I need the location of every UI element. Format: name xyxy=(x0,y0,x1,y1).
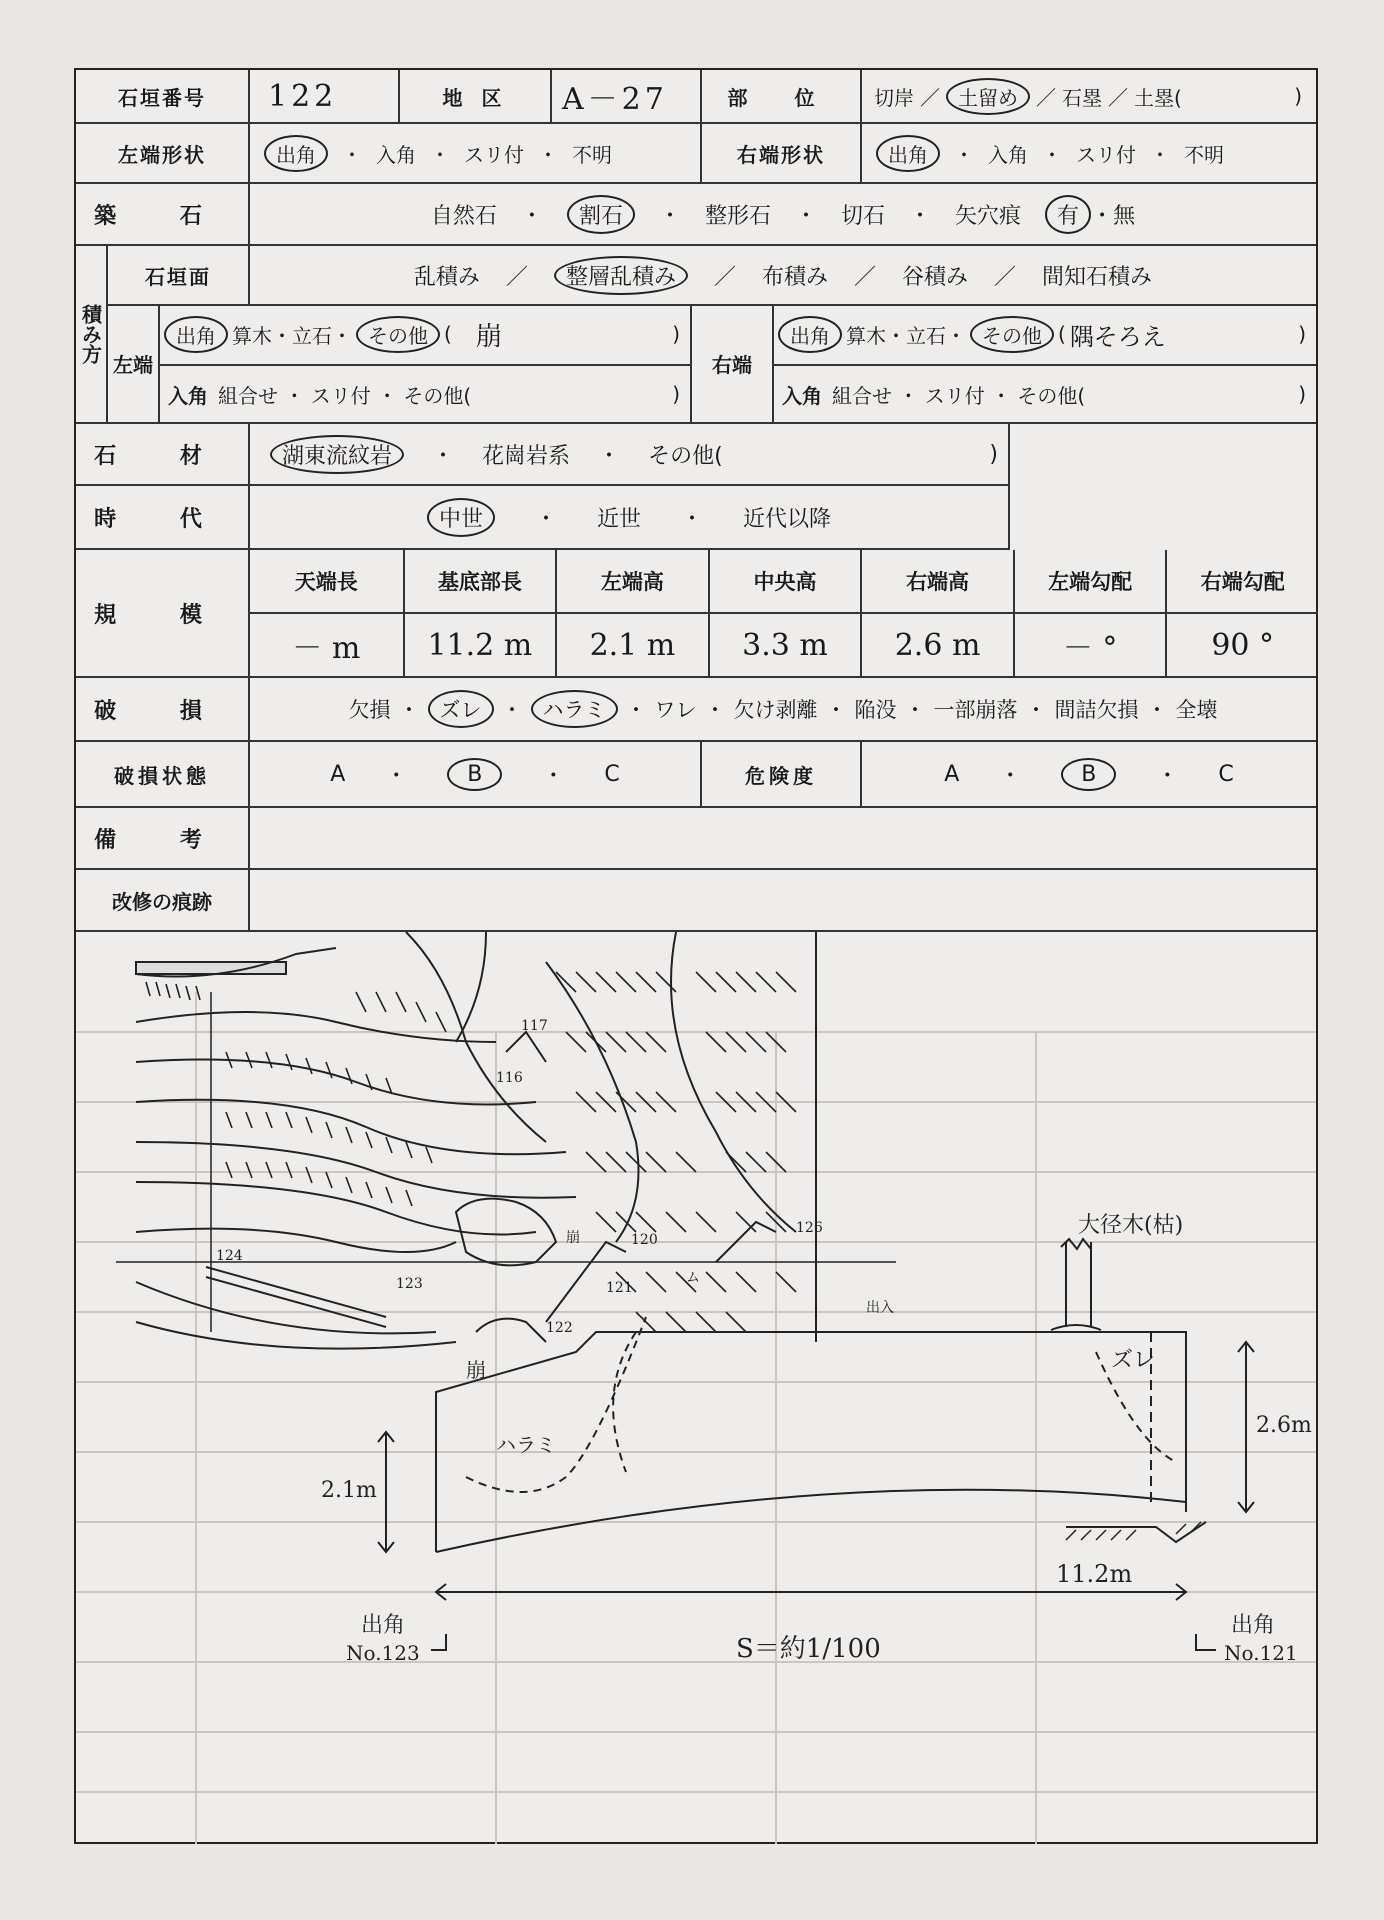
kuzure-label: 崩 xyxy=(466,1358,486,1382)
plan-label-124: 124 xyxy=(216,1248,243,1264)
damage-zure: ズレ xyxy=(428,690,494,728)
stone-options: 自然石 ・ 割石 ・ 整形石 ・ 切石 ・ 矢穴痕 有 ・無 xyxy=(248,184,1316,244)
danger-label: 危険度 xyxy=(700,742,860,806)
method-left-label: 左端 xyxy=(113,352,153,377)
part-label: 部 位 xyxy=(700,70,860,122)
harami-label: ハラミ xyxy=(496,1433,556,1457)
period-options: 中世 ・ 近世 ・ 近代以降 xyxy=(248,486,1008,548)
scale-value: 2.6 m xyxy=(860,614,1013,676)
left-end-dekado: 出角 xyxy=(264,135,328,172)
plan-label-mu: ム xyxy=(686,1270,700,1286)
material-selected: 湖東流紋岩 xyxy=(270,435,404,474)
right-end-note: 出角 xyxy=(1231,1613,1276,1638)
part-option-dorui: 土塁( xyxy=(1134,85,1182,110)
scale-value: 3.3 m xyxy=(708,614,861,676)
scale-value: 2.1 m xyxy=(555,614,708,676)
method-right-other: 隅そろえ xyxy=(1069,322,1166,351)
face-label: 石垣面 xyxy=(145,264,211,289)
plan-sketch xyxy=(116,932,896,1349)
district-label: 地 区 xyxy=(398,70,550,122)
method-right-dekado: 出角 算木・立石・ その他 ( 隅そろえ ) xyxy=(772,304,1316,366)
damage-harami: ハラミ xyxy=(531,690,618,728)
scale-value: － ° xyxy=(1013,614,1166,676)
zure-label: ズレ xyxy=(1111,1348,1156,1373)
damage-state-row xyxy=(76,742,1316,808)
scale-value: 11.2 m xyxy=(403,614,556,676)
right-end-dekado: 出角 xyxy=(876,135,940,172)
plan-label-117: 117 xyxy=(521,1018,548,1034)
length-label: 11.2m xyxy=(1056,1560,1133,1588)
notes-label: 備 考 xyxy=(94,827,230,853)
header-row xyxy=(76,70,1316,124)
scale-label: 規 模 xyxy=(94,602,230,628)
damage-state-options: A ・ B ・ C xyxy=(248,742,700,806)
notes-value xyxy=(248,808,1316,868)
plan-label-126: 126 xyxy=(796,1220,823,1236)
tree-label: 大径木(枯) xyxy=(1078,1213,1184,1238)
repair-label: 改修の痕跡 xyxy=(112,889,212,914)
repair-row xyxy=(76,870,1316,932)
method-right-label: 右端 xyxy=(712,352,752,377)
right-end-options: 出角 ・ 入角 ・ スリ付 ・ 不明 xyxy=(860,124,1316,182)
height-right-label: 2.6m xyxy=(1256,1413,1312,1438)
method-left-other: 崩 xyxy=(475,321,506,352)
damage-state-label: 破損状態 xyxy=(114,763,210,788)
material-row xyxy=(76,424,1010,486)
danger-options: A ・ B ・ C xyxy=(860,742,1316,806)
scale-table xyxy=(248,550,1316,676)
method-left-dekado: 出角 算木・立石・ その他 ( 崩 ) xyxy=(158,304,690,366)
part-option-sekirui: 石塁 xyxy=(1062,85,1102,110)
survey-sheet xyxy=(74,68,1318,1844)
stone-label: 築 石 xyxy=(94,203,230,229)
part-option-dodome: 土留め xyxy=(946,78,1030,115)
face-options: 乱積み ／ 整層乱積み ／ 布積み ／ 谷積み ／ 間知石積み xyxy=(248,246,1316,304)
left-end-options: 出角 ・ 入角 ・ スリ付 ・ 不明 xyxy=(248,124,700,182)
scale-header: 左端勾配 xyxy=(1013,550,1166,614)
danger-selected: B xyxy=(1061,758,1116,791)
right-end-no: No.121 xyxy=(1224,1641,1298,1665)
stone-selected: 割石 xyxy=(567,195,635,234)
scale-header: 左端高 xyxy=(555,550,708,614)
left-end-label: 左端形状 xyxy=(118,142,206,167)
scale-header: 右端勾配 xyxy=(1165,550,1318,614)
part-option-kirigishi: 切岸 xyxy=(874,85,914,110)
damage-state-selected: B xyxy=(447,758,502,791)
height-left-label: 2.1m xyxy=(321,1478,377,1503)
plan-label-116: 116 xyxy=(496,1070,523,1086)
period-selected: 中世 xyxy=(427,498,495,537)
face-selected: 整層乱積み xyxy=(554,256,688,295)
method-left-irikado: 入角 組合せ ・ スリ付 ・ その他( ) xyxy=(158,366,690,422)
period-row xyxy=(76,486,1010,550)
wall-no-value: 122 xyxy=(248,70,398,122)
method-right-irikado: 入角 組合せ ・ スリ付 ・ その他( ) xyxy=(772,366,1316,422)
damage-options: 欠損 ・ ズレ ・ ハラミ ・ ワレ ・ 欠け剥離 ・ 陥没 ・ 一部崩落 ・ 間詰欠損 ・ 全壊 xyxy=(248,678,1316,740)
elevation-hatching xyxy=(1066,1522,1201,1540)
scale-note: S＝約1/100 xyxy=(736,1634,881,1664)
method-block xyxy=(76,246,1316,424)
period-label: 時 代 xyxy=(94,506,230,532)
scale-header: 天端長 xyxy=(250,550,403,614)
scale-header: 基底部長 xyxy=(403,550,556,614)
material-options: 湖東流紋岩 ・ 花崗岩系 ・ その他( ) xyxy=(248,424,1008,484)
scale-row xyxy=(76,550,1316,678)
plan-label-121: 121 xyxy=(606,1280,633,1296)
scale-header: 右端高 xyxy=(860,550,1013,614)
face-row xyxy=(108,246,1316,306)
scale-value: － m xyxy=(292,631,361,666)
plan-label-123: 123 xyxy=(396,1276,423,1292)
stone-row xyxy=(76,184,1316,246)
right-end-label: 右端形状 xyxy=(700,124,860,182)
repair-value xyxy=(248,870,1316,930)
damage-label: 破 損 xyxy=(94,698,230,724)
end-shape-row xyxy=(76,124,1316,184)
district-value: A－27 xyxy=(550,70,700,122)
method-right xyxy=(690,304,1316,422)
plan-label-deiri: 出入 xyxy=(866,1300,894,1316)
method-label: 積み方 xyxy=(78,304,103,364)
damage-row xyxy=(76,678,1316,742)
elevation-sketch xyxy=(436,1239,1206,1552)
scale-header: 中央高 xyxy=(708,550,861,614)
left-end-note: 出角 xyxy=(361,1613,406,1638)
left-end-no: No.123 xyxy=(346,1641,420,1665)
part-options: 切岸 ／ 土留め ／ 石塁 ／ 土塁( ) xyxy=(860,70,1316,122)
wall-no-label: 石垣番号 xyxy=(118,85,206,110)
yaana-selected: 有 xyxy=(1045,195,1091,234)
notes-row xyxy=(76,808,1316,870)
plan-label-kuzure: 崩 xyxy=(566,1230,580,1246)
material-label: 石 材 xyxy=(94,443,230,469)
method-left xyxy=(108,304,690,422)
plan-label-122: 122 xyxy=(546,1320,573,1336)
scale-value: 90 ° xyxy=(1165,614,1318,676)
sketch-area xyxy=(76,932,1316,1844)
ghost-table xyxy=(76,992,1316,1844)
plan-label-120: 120 xyxy=(631,1232,658,1248)
